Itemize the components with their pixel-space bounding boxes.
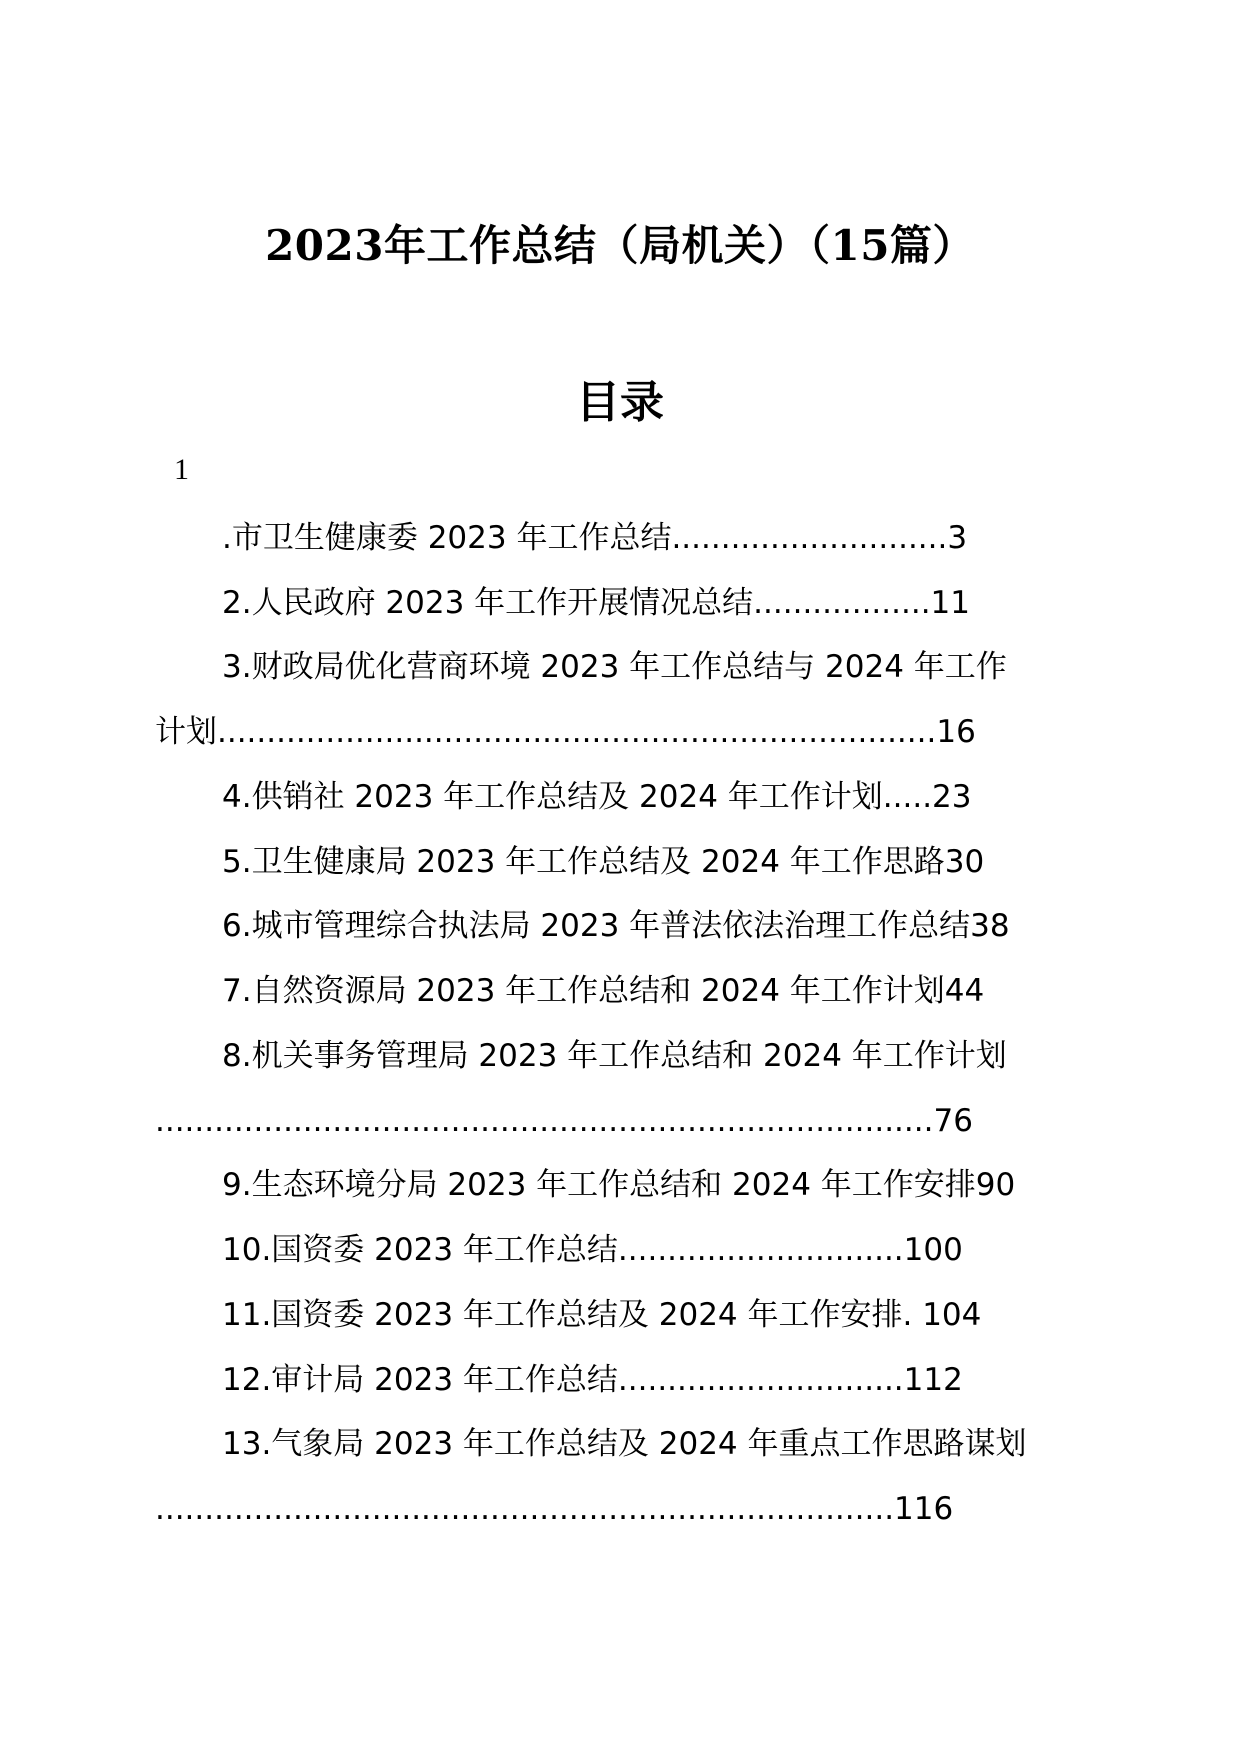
toc-entry-6[interactable]: 6.城市管理综合执法局 2023 年普法依法治理工作总结38 [222, 908, 1010, 944]
toc-entry-12[interactable]: 12.审计局 2023 年工作总结.............................112 [222, 1362, 963, 1398]
toc-entry-11[interactable]: 11.国资委 2023 年工作总结及 2024 年工作安排. 104 [222, 1297, 982, 1333]
toc-entry-8[interactable]: 8.机关事务管理局 2023 年工作总结和 2024 年工作计划 [222, 1038, 1007, 1074]
toc-entry-7[interactable]: 7.自然资源局 2023 年工作总结和 2024 年工作计划44 [222, 973, 985, 1009]
toc-entry-8-continuation[interactable]: ...............................................................................76 [155, 1103, 973, 1139]
toc-heading: 目录 [576, 377, 664, 428]
toc-entry-3[interactable]: 3.财政局优化营商环境 2023 年工作总结与 2024 年工作 [222, 649, 1007, 685]
toc-entry-4[interactable]: 4.供销社 2023 年工作总结及 2024 年工作计划.....23 [222, 779, 972, 815]
toc-entry-13-continuation[interactable]: ...........................................................................116 [155, 1491, 954, 1527]
toc-entry-9[interactable]: 9.生态环境分局 2023 年工作总结和 2024 年工作安排90 [222, 1167, 1016, 1203]
toc-entry-5[interactable]: 5.卫生健康局 2023 年工作总结及 2024 年工作思路30 [222, 844, 985, 880]
toc-entry-3-continuation[interactable]: 计划.........................................................................16 [155, 714, 976, 750]
toc-entry-1[interactable]: .市卫生健康委 2023 年工作总结............................3 [222, 520, 968, 556]
page-marker: 1 [174, 453, 189, 486]
toc-entry-10[interactable]: 10.国资委 2023 年工作总结.............................100 [222, 1232, 963, 1268]
toc-entry-2[interactable]: 2.人民政府 2023 年工作开展情况总结..................11 [222, 585, 970, 621]
document-title: 2023年工作总结（局机关）（15篇） [265, 221, 975, 270]
toc-entry-13[interactable]: 13.气象局 2023 年工作总结及 2024 年重点工作思路谋划 [222, 1426, 1027, 1462]
